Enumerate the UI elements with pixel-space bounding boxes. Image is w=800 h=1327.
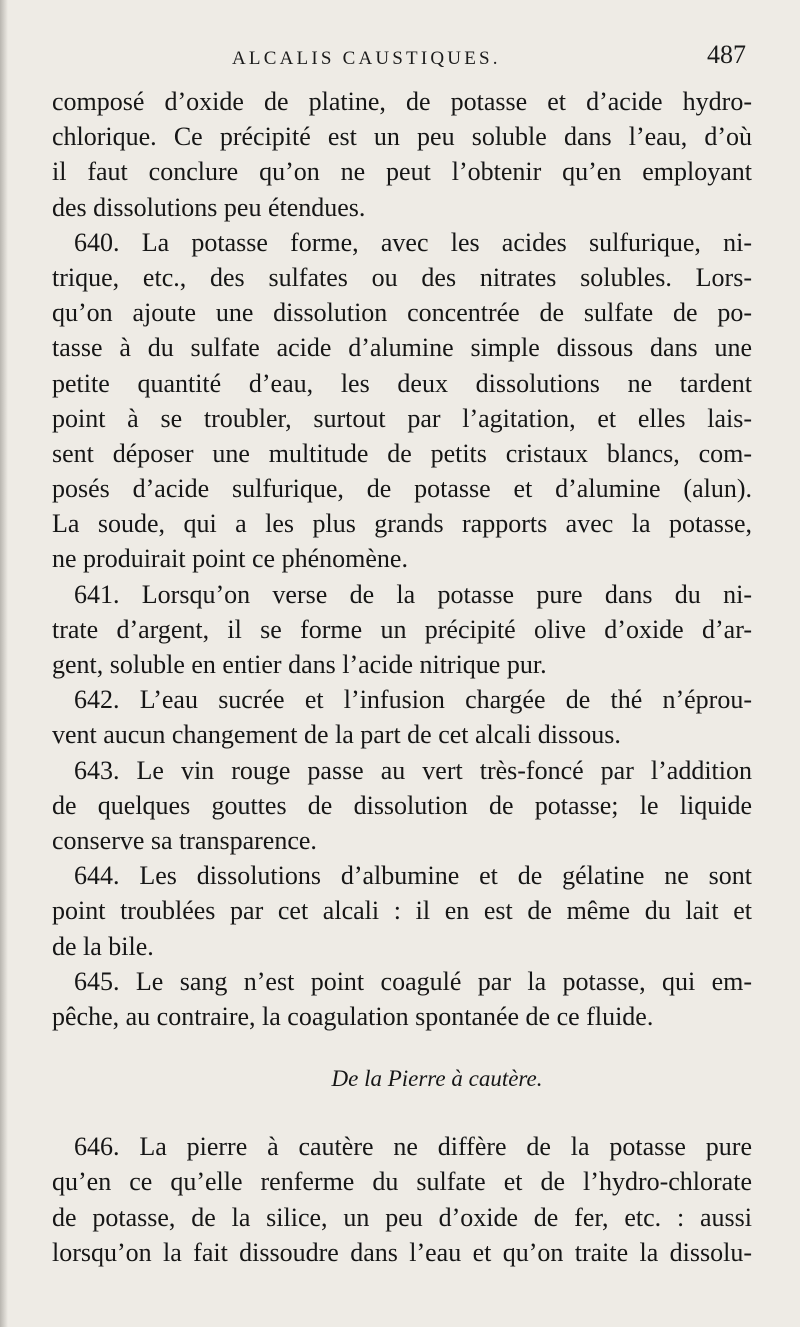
- paragraph-643-line: 643. Le vin rouge passe au vert très-foncé par l’addition: [74, 755, 752, 785]
- text-line: point troublées par cet alcali : il en est de même du lait et: [52, 896, 752, 926]
- text-line: vent aucun changement de la part de cet alcali dissous.: [52, 720, 621, 750]
- text-line: de quelques gouttes de dissolution de potasse; le liquide: [52, 790, 752, 820]
- text-line: de potasse, de la silice, un peu d’oxide de fer, etc. : aussi: [52, 1202, 752, 1232]
- text-line: La soude, qui a les plus grands rapports avec la potasse,: [52, 509, 752, 539]
- text-line: chlorique. Ce précipité est un peu soluble dans l’eau, d’où: [52, 122, 752, 152]
- text-line: tasse à du sulfate acide d’alumine simple dissous dans une: [52, 333, 752, 363]
- paragraph-646-line: 646. La pierre à cautère ne diffère de la potasse pure: [74, 1132, 752, 1162]
- page-number: 487: [707, 40, 746, 69]
- text-line: gent, soluble en entier dans l’acide nitrique pur.: [52, 650, 547, 679]
- paragraph-642-line: 642. L’eau sucrée et l’infusion chargée de thé n’éprou-: [74, 685, 752, 715]
- page-header: [52, 40, 752, 80]
- text-line: qu’en ce qu’elle renferme du sulfate et de l’hydro-chlorate: [52, 1167, 752, 1197]
- text-line: de la bile.: [52, 931, 154, 961]
- text-line: posés d’acide sulfurique, de potasse et d’alumine (alun).: [52, 474, 752, 504]
- body-text: [52, 84, 752, 1270]
- text-line: il faut conclure qu’on ne peut l’obtenir qu’en employant: [52, 157, 752, 187]
- paragraph-640-line: 640. La potasse forme, avec les acides sulfurique, ni-: [74, 227, 752, 257]
- paragraph-644-line: 644. Les dissolutions d’albumine et de gélatine ne sont: [74, 861, 752, 891]
- paragraph-645-line: 645. Le sang n’est point coagulé par la potasse, qui em-: [74, 966, 752, 996]
- section-heading: De la Pierre à cautère.: [331, 1066, 543, 1092]
- text-line: petite quantité d’eau, les deux dissolutions ne tardent: [52, 368, 752, 398]
- text-line: composé d’oxide de platine, de potasse et d’acide hydro-: [52, 87, 752, 116]
- running-head: ALCALIS CAUSTIQUES.: [232, 48, 501, 69]
- text-line: ne produirait point ce phénomène.: [52, 544, 408, 574]
- page-gutter-shadow: [0, 0, 8, 1327]
- text-line: des dissolutions peu étendues.: [52, 192, 366, 222]
- text-line: point à se troubler, surtout par l’agitation, et elles lais-: [52, 403, 752, 433]
- text-line: conserve sa transparence.: [52, 825, 317, 855]
- text-line: pêche, au contraire, la coagulation spontanée de ce fluide.: [52, 1001, 654, 1031]
- text-line: sent déposer une multitude de petits cristaux blancs, com-: [52, 438, 752, 468]
- paragraph-641-line: 641. Lorsqu’on verse de la potasse pure dans du ni-: [74, 579, 752, 609]
- text-line: lorsqu’on la fait dissoudre dans l’eau et qu’on traite la dissolu-: [52, 1237, 752, 1267]
- text-line: qu’on ajoute une dissolution concentrée de sulfate de po-: [52, 298, 752, 328]
- text-line: trate d’argent, il se forme un précipité olive d’oxide d’ar-: [52, 614, 752, 644]
- text-line: trique, etc., des sulfates ou des nitrates solubles. Lors-: [52, 262, 752, 292]
